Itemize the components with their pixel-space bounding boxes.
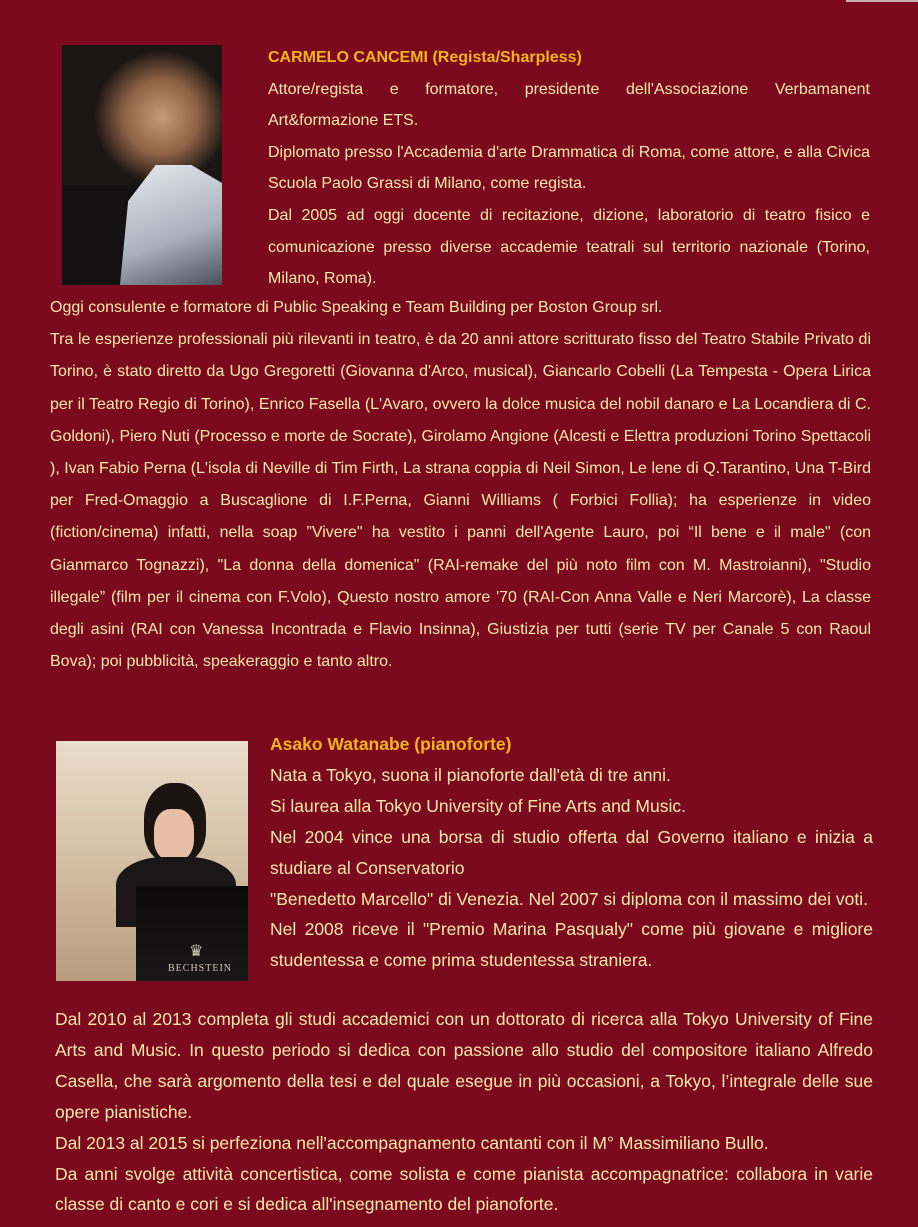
artist-name: CARMELO CANCEMI (Regista/Sharpless) [268,49,582,66]
bio-paragraph: Nata a Tokyo, suona il pianoforte dall'età di tre anni. [270,764,671,785]
bio-paragraph: Oggi consulente e formatore di Public Speaking e Team Building per Boston Group srl. [50,299,663,316]
portrait-asako-watanabe [56,741,248,981]
portrait-face [154,809,194,861]
bio-paragraph: Dal 2005 ad oggi docente di recitazione, dizione, laboratorio di teatro fisico e comunicazione presso diverse accademie teatrali sul territorio nazionale (Torino, Milano, Roma). [268,206,870,288]
bio-paragraph: Dal 2013 al 2015 si perfeziona nell'accompagnamento cantanti con il M° Massimiliano Bullo. [55,1132,769,1153]
bio-paragraph: Nel 2004 vince una borsa di studio offerta dal Governo italiano e inizia a studiare al Conservatorio [270,826,873,878]
artist-name: Asako Watanabe (pianoforte) [270,734,512,754]
bio-paragraph: "Benedetto Marcello" di Venezia. Nel 2007 si diploma con il massimo dei voti. [270,888,869,909]
piano-brand-text: BECHSTEIN [168,963,232,974]
crown-icon: ♛ [189,943,204,960]
bio-cancemi-career [50,292,871,678]
portrait-carmelo-cancemi [62,45,222,285]
bio-paragraph: Si laurea alla Tokyo University of Fine Arts and Music. [270,795,686,816]
bio-paragraph: Dal 2010 al 2013 completa gli studi accademici con un dottorato di ricerca alla Tokyo University of Fine Arts and Music. In questo periodo si dedica con passione allo studio del compositore italiano Alfredo Casella, che sarà argomento della tesi e del quale esegue in più occasioni, a Tokyo, l’integrale delle sue opere pianistiche. [55,1009,873,1122]
bio-paragraph: Nel 2008 riceve il "Premio Marina Pasqualy" come più giovane e migliore studentessa e come prima studentessa straniera. [270,919,873,971]
corner-divider [846,0,918,2]
bio-paragraph: Da anni svolge attività concertistica, come solista e come pianista accompagnatrice: collabora in varie classe di canto e cori e si dedica all'insegnamento del pianoforte. [55,1163,873,1215]
bio-cancemi-intro [268,42,870,295]
portrait-shirt [120,165,222,285]
bio-watanabe-intro [270,729,873,976]
bio-watanabe-career [55,1004,873,1220]
bio-paragraph: Attore/regista e formatore, presidente dell'Associazione Verbamanent Art&formazione ETS. [268,80,870,130]
bio-paragraph: Tra le esperienze professionali più rilevanti in teatro, è da 20 anni attore scritturato fisso del Teatro Stabile Privato di Torino, è stato diretto da Ugo Gregoretti (Giovanna d'Arco, musical), Giancarlo Cobelli (La Tempesta - Opera Lirica per il Teatro Regio di Torino), Enrico Fasella (L'Avaro, ovvero la dolce musica del nobil danaro e La Locandiera di C. Goldoni), Piero Nuti (Processo e morte de Socrate), Girolamo Angione (Alcesti e Elettra produzioni Torino Spettacoli ), Ivan Fabio Perna (L'isola di Neville di Tim Firth, La strana coppia di Neil Simon, Le lene di Q.Tarantino, Una T-Bird per Fred-Omaggio a Buscaglione di I.F.Perna, Gianni Williams ( Forbici Follia); ha esperienze in video (fiction/cinema) infatti, nella soap ”Vivere" ha vestito i panni dell'Agente Lauro, poi “Il bene e il male" (con Gianmarco Tognazzi), "La donna della domenica" (RAI-remake del più noto film con M. Mastroianni), "Studio illegale” (film per il cinema con F.Volo), Questo nostro amore '70 (RAI-Con Anna Valle e Neri Marcorè), La classe degli asini (RAI con Vanessa Incontrada e Flavio Insinna), Giustizia per tutti (serie TV per Canale 5 con Raoul Bova); poi pubblicità, speakeraggio e tanto altro. [50,331,871,671]
bio-paragraph: Diplomato presso l'Accademia d'arte Drammatica di Roma, come attore, e alla Civica Scuola Paolo Grassi di Milano, come regista. [268,143,870,193]
